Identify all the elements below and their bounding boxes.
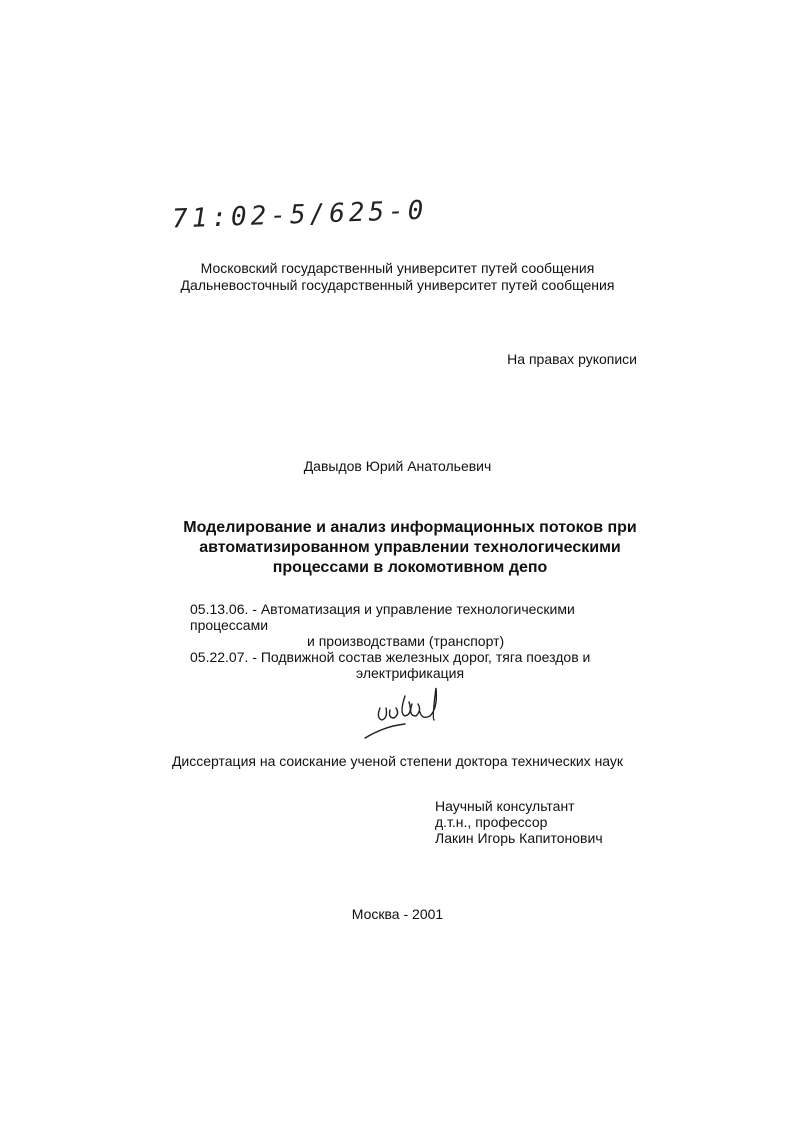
archive-stamp: 71:02-5/625-0 — [171, 195, 428, 235]
consultant-name: Лакин Игорь Капитонович — [435, 830, 603, 846]
university-line-1: Московский государственный университет путей сообщения — [200, 260, 595, 276]
specialty-line-2: и производствами (транспорт) — [307, 633, 505, 649]
university-block — [0, 260, 795, 294]
city-year: Москва - 2001 — [351, 906, 444, 922]
university-line-2: Дальневосточный государственный университет путей сообщения — [180, 277, 615, 293]
signature-icon — [350, 668, 470, 748]
manuscript-rights: На правах рукописи — [507, 351, 637, 367]
specialty-line-1: 05.13.06. - Автоматизация и управление технологическими процессами — [190, 601, 575, 633]
specialty-line-3: 05.22.07. - Подвижной состав железных дорог, тяга поездов и — [190, 649, 591, 665]
degree-statement: Диссертация на соискание ученой степени доктора технических наук — [171, 753, 624, 769]
consultant-block — [435, 798, 603, 846]
author-name: Давыдов Юрий Анатольевич — [303, 458, 492, 474]
consultant-rank: д.т.н., профессор — [435, 814, 548, 830]
dissertation-title: Моделирование и анализ информационных потоков при автоматизированном управлении технологическими процессами в локомотивном депо — [183, 519, 637, 576]
consultant-role: Научный консультант — [435, 798, 575, 814]
specialty-line-4: электрификация — [356, 665, 465, 681]
